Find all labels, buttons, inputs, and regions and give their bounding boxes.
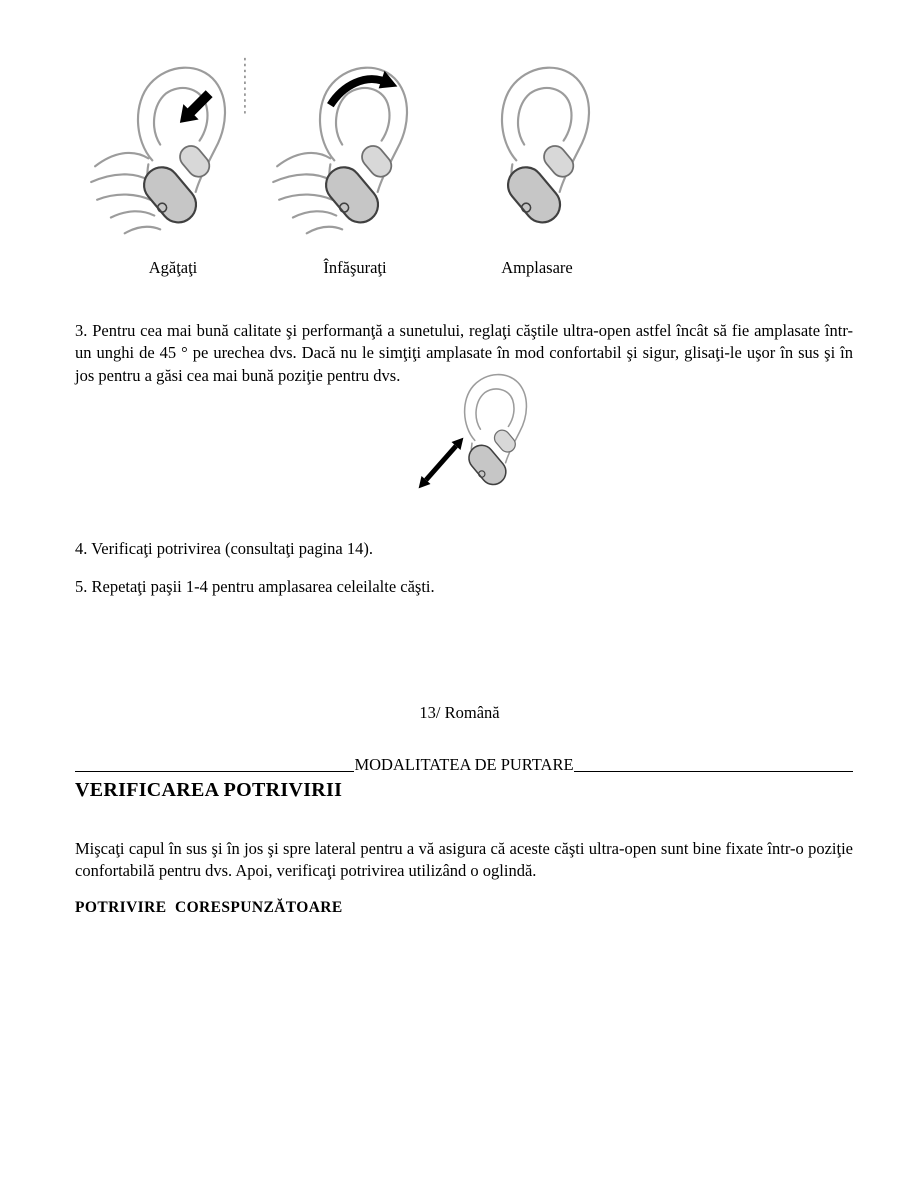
ear-wrap-illustration: [270, 50, 440, 252]
fit-check-text: Mişcaţi capul în sus şi în jos şi spre lateral pentru a vă asigura că aceste căşti ultra-open sunt bine fixate într-o poziţie confortabilă pentru dvs. Apoi, verificaţi potrivirea utilizând o oglindă.: [75, 838, 853, 880]
step-5-text: 5. Repetaţi paşii 1-4 pentru amplasarea celeilalte căşti.: [75, 576, 435, 596]
figure-caption: Amplasare: [501, 258, 573, 277]
figure-adjust: [404, 358, 554, 510]
slide-double-arrow-icon: [419, 438, 464, 489]
header-rule-left: [75, 771, 354, 772]
section-title: VERIFICAREA POTRIVIRII: [75, 779, 343, 801]
figure-hook: [82, 50, 264, 278]
figure-place: [446, 50, 628, 278]
ear-placement-illustration: [452, 50, 622, 252]
subsection-title: POTRIVIRE CORESPUNZĂTOARE: [75, 899, 343, 916]
page-number: 13/ Română: [419, 703, 500, 722]
header-rule-right: [574, 771, 853, 772]
fit-steps-illustrations: [82, 50, 630, 278]
section-header: [75, 755, 853, 775]
figure-wrap: [264, 50, 446, 278]
ear-hook-illustration: [88, 50, 258, 252]
ear-adjust-illustration: [404, 358, 554, 510]
figure-caption: Înfăşuraţi: [323, 258, 387, 277]
step-3-text: 3. Pentru cea mai bună calitate şi performanţă a sunetului, reglaţi căştile ultra-open astfel încât să fie amplasate într-un unghi de 45 ° pe urechea dvs. Dacă nu le simţiţi amplasate în mod confortabil şi sigur, glisaţi-le uşor în sus şi în jos pentru a găsi cea mai bună poziţie pentru dvs.: [75, 320, 853, 385]
step-4-text: 4. Verificaţi potrivirea (consultaţi pagina 14).: [75, 538, 373, 558]
section-header-title: MODALITATEA DE PURTARE: [354, 755, 574, 774]
figure-caption: Agăţaţi: [148, 258, 198, 277]
